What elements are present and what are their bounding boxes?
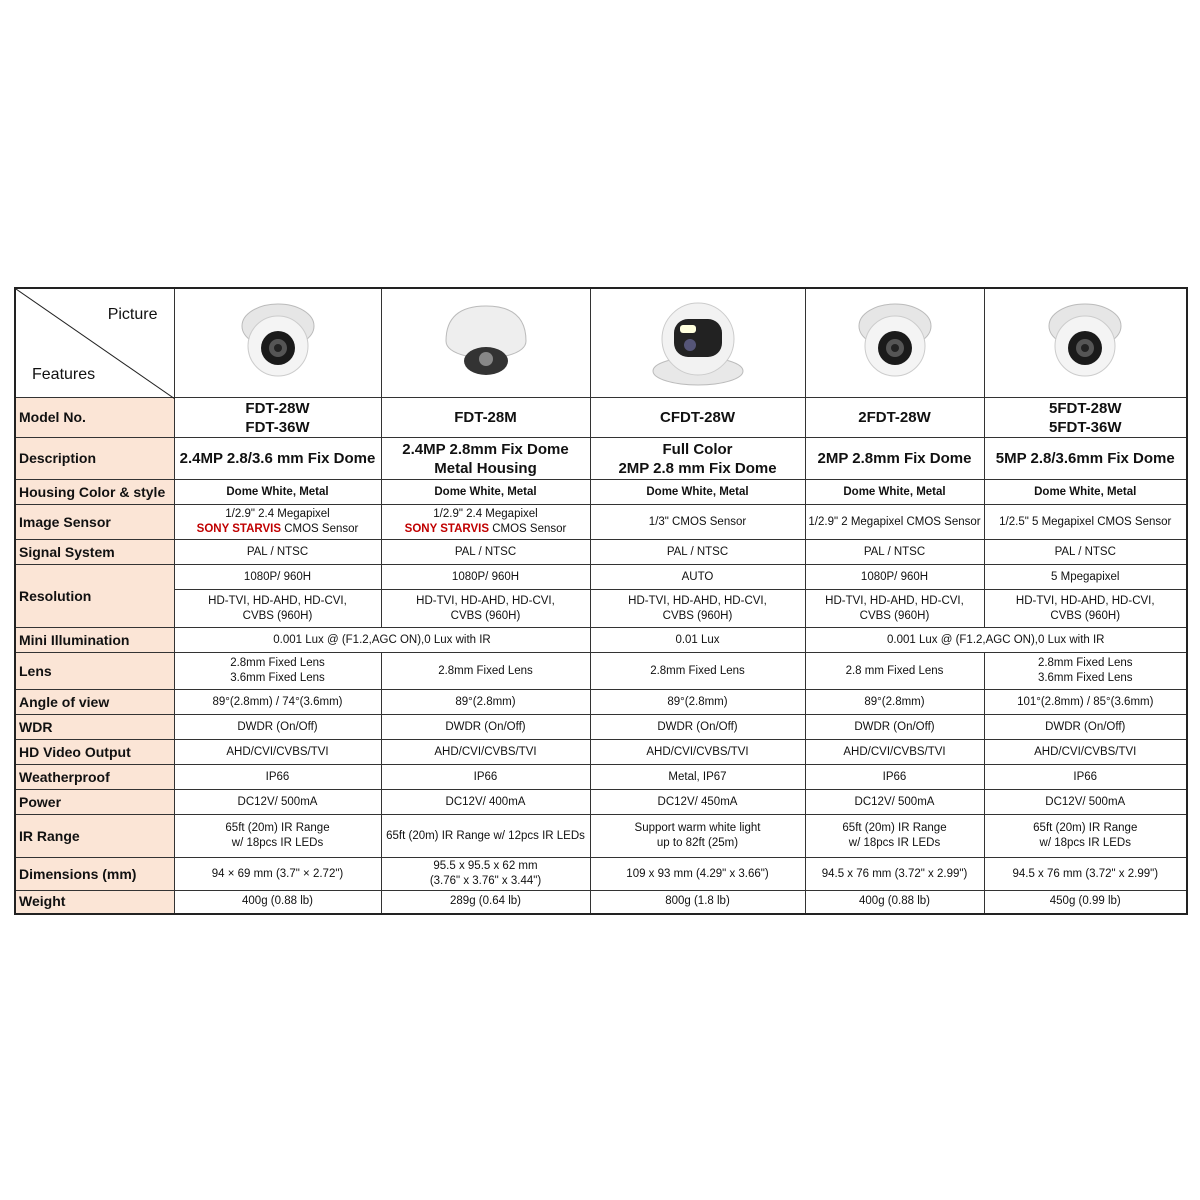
spec-cell: [590, 540, 805, 565]
table-row: [15, 628, 1187, 653]
table-row: [15, 438, 1187, 480]
spec-text: Dome White, Metal: [434, 485, 537, 498]
spec-cell: [984, 715, 1187, 740]
table-row: [15, 590, 1187, 628]
spec-text: 89°(2.8mm): [864, 695, 925, 708]
feature-label: Signal System: [15, 540, 174, 565]
spec-text: IP66: [882, 770, 907, 783]
camera-fdt-28m-image: [381, 288, 590, 398]
feature-label: Resolution: [15, 565, 174, 628]
spec-text: Dome White, Metal: [226, 485, 329, 498]
spec-cell: [805, 790, 984, 815]
spec-text: DWDR (On/Off): [657, 720, 738, 733]
table-row: [15, 480, 1187, 505]
feature-label: Model No.: [15, 398, 174, 438]
spec-text: 65ft (20m) IR Range w/ 18pcs IR LEDs: [842, 822, 947, 849]
spec-text: 94.5 x 76 mm (3.72" x 2.99"): [821, 867, 968, 880]
spec-cell: [590, 590, 805, 628]
dome-camera-icon: [233, 296, 323, 386]
spec-cell: [805, 398, 984, 438]
spec-text: PAL / NTSC: [246, 545, 309, 558]
feature-label: WDR: [15, 715, 174, 740]
spec-text: AHD/CVI/CVBS/TVI: [1034, 745, 1137, 758]
spec-cell: [381, 815, 590, 858]
feature-label: Mini Illumination: [15, 628, 174, 653]
spec-cell: [174, 438, 381, 480]
dome-camera-icon: [1040, 296, 1130, 386]
spec-text-suffix: CMOS Sensor: [489, 523, 567, 535]
spec-cell: [381, 438, 590, 480]
spec-cell: [590, 398, 805, 438]
table-row: [15, 690, 1187, 715]
spec-cell: [381, 690, 590, 715]
dome-camera-icon: [436, 296, 536, 386]
spec-cell: [984, 438, 1187, 480]
spec-text: 65ft (20m) IR Range w/ 12pcs IR LEDs: [386, 829, 585, 842]
spec-text: 5MP 2.8/3.6mm Fix Dome: [995, 450, 1175, 467]
feature-label: Power: [15, 790, 174, 815]
table-row: [15, 740, 1187, 765]
spec-text: 1/2.5" 5 Megapixel CMOS Sensor: [999, 515, 1172, 528]
spec-text-suffix: CMOS Sensor: [281, 523, 359, 535]
spec-text: IP66: [1073, 770, 1098, 783]
spec-text: Dome White, Metal: [1034, 485, 1137, 498]
spec-text: DWDR (On/Off): [237, 720, 318, 733]
spec-text: Dome White, Metal: [646, 485, 749, 498]
spec-cell: [174, 815, 381, 858]
spec-text: 400g (0.88 lb): [242, 895, 313, 908]
spec-cell: [984, 690, 1187, 715]
spec-text: AHD/CVI/CVBS/TVI: [646, 745, 749, 758]
spec-text: 1080P/ 960H: [860, 570, 929, 583]
spec-cell: [590, 765, 805, 790]
spec-text: 5 Mpegapixel: [1051, 570, 1120, 583]
spec-cell: [381, 790, 590, 815]
spec-cell: [590, 565, 805, 590]
spec-cell: [984, 505, 1187, 540]
spec-text: 800g (1.8 lb): [665, 895, 730, 908]
spec-text: 0.01 Lux: [675, 633, 720, 646]
spec-cell: [381, 398, 590, 438]
spec-cell: [381, 590, 590, 628]
spec-text: PAL / NTSC: [863, 545, 926, 558]
spec-cell: [805, 740, 984, 765]
spec-text: HD-TVI, HD-AHD, HD-CVI, CVBS (960H): [825, 594, 964, 622]
spec-text: PAL / NTSC: [1054, 545, 1116, 558]
spec-cell: [984, 653, 1187, 690]
spec-cell: [805, 590, 984, 628]
spec-cell: [805, 690, 984, 715]
spec-text: PAL / NTSC: [454, 545, 517, 558]
spec-cell: [381, 505, 590, 540]
dome-camera-icon: [850, 296, 940, 386]
spec-cell: [805, 505, 984, 540]
spec-text: 94 × 69 mm (3.7" × 2.72"): [211, 867, 344, 880]
spec-text: 0.001 Lux @ (F1.2,AGC ON),0 Lux with IR: [887, 633, 1105, 646]
table-row: [15, 565, 1187, 590]
spec-cell: [805, 715, 984, 740]
feature-label: Weight: [15, 891, 174, 914]
table-row: [15, 858, 1187, 891]
spec-text: 1/3" CMOS Sensor: [648, 515, 747, 528]
spec-cell: [984, 891, 1187, 914]
spec-text: 94.5 x 76 mm (3.72" x 2.99"): [1012, 867, 1159, 880]
spec-cell: [381, 653, 590, 690]
spec-text: 289g (0.64 lb): [450, 895, 521, 908]
spec-cell: [805, 438, 984, 480]
spec-cell: [984, 815, 1187, 858]
spec-text: Metal, IP67: [668, 770, 727, 783]
spec-cell: [381, 858, 590, 891]
camera-5fdt-28w-image: [984, 288, 1187, 398]
table-row: [15, 765, 1187, 790]
spec-cell: [174, 715, 381, 740]
dome-camera-icon: [648, 291, 748, 391]
spec-cell: [174, 858, 381, 891]
spec-text: 400g (0.88 lb): [859, 895, 930, 908]
spec-cell: [174, 628, 590, 653]
spec-text: 2.8mm Fixed Lens 3.6mm Fixed Lens: [1037, 657, 1133, 684]
table-row: [15, 715, 1187, 740]
camera-fdt-28w-image: [174, 288, 381, 398]
spec-text: 101°(2.8mm) / 85°(3.6mm): [1017, 695, 1154, 708]
sensor-brand-highlight: SONY STARVIS: [404, 523, 490, 535]
spec-cell: [984, 565, 1187, 590]
spec-text: DWDR (On/Off): [445, 720, 526, 733]
spec-cell: [805, 765, 984, 790]
spec-cell: [174, 480, 381, 505]
camera-cfdt-28w-image: [590, 288, 805, 398]
spec-text: HD-TVI, HD-AHD, HD-CVI, CVBS (960H): [208, 594, 347, 622]
spec-cell: [590, 740, 805, 765]
spec-cell: [381, 765, 590, 790]
spec-cell: [174, 565, 381, 590]
spec-cell: [174, 740, 381, 765]
table-row: [15, 540, 1187, 565]
spec-cell: [174, 540, 381, 565]
spec-text: 5FDT-28W 5FDT-36W: [1048, 399, 1122, 436]
spec-cell: [805, 891, 984, 914]
table-row: [15, 398, 1187, 438]
spec-cell: [805, 628, 1187, 653]
feature-label: Dimensions (mm): [15, 858, 174, 891]
spec-text: 89°(2.8mm) / 74°(3.6mm): [212, 695, 343, 708]
spec-text: 1080P/ 960H: [243, 570, 312, 583]
spec-cell: [805, 858, 984, 891]
spec-text: 1/2.9" 2.4 Megapixel: [433, 508, 538, 520]
sensor-brand-highlight: SONY STARVIS: [196, 523, 282, 535]
features-header: Features: [32, 366, 96, 383]
table-row: [15, 815, 1187, 858]
spec-cell: [590, 690, 805, 715]
spec-text: IP66: [473, 770, 498, 783]
spec-cell: [590, 790, 805, 815]
spec-text: 89°(2.8mm): [455, 695, 516, 708]
spec-cell: [381, 891, 590, 914]
spec-text: DC12V/ 400mA: [445, 795, 526, 808]
spec-text: DC12V/ 500mA: [854, 795, 935, 808]
spec-cell: [174, 505, 381, 540]
spec-cell: [984, 480, 1187, 505]
spec-cell: [174, 590, 381, 628]
spec-text: Full Color 2MP 2.8 mm Fix Dome: [618, 440, 777, 477]
feature-label: Lens: [15, 653, 174, 690]
spec-cell: [174, 690, 381, 715]
spec-text: 2FDT-28W: [858, 409, 931, 426]
spec-text: IP66: [265, 770, 290, 783]
feature-label: Description: [15, 438, 174, 480]
spec-cell: [805, 653, 984, 690]
feature-label: Housing Color & style: [15, 480, 174, 505]
spec-cell: [590, 891, 805, 914]
feature-label: HD Video Output: [15, 740, 174, 765]
spec-text: AHD/CVI/CVBS/TVI: [434, 745, 537, 758]
spec-text: 2.8mm Fixed Lens: [650, 664, 745, 677]
spec-text: 450g (0.99 lb): [1049, 895, 1121, 908]
spec-cell: [984, 398, 1187, 438]
header-corner-cell: [15, 288, 174, 398]
table-row: [15, 653, 1187, 690]
feature-label: Angle of view: [15, 690, 174, 715]
spec-cell: [174, 653, 381, 690]
spec-text: 2.8mm Fixed Lens: [438, 664, 533, 677]
spec-text: CFDT-28W: [660, 409, 735, 426]
picture-header: Picture: [107, 306, 158, 323]
spec-cell: [174, 398, 381, 438]
spec-text: AUTO: [681, 570, 714, 583]
spec-text: 0.001 Lux @ (F1.2,AGC ON),0 Lux with IR: [273, 633, 491, 646]
picture-row: [15, 288, 1187, 398]
spec-cell: [174, 891, 381, 914]
spec-text: 1/2.9" 2 Megapixel CMOS Sensor: [808, 515, 981, 528]
spec-text: 2MP 2.8mm Fix Dome: [817, 450, 972, 467]
spec-text: FDT-28M: [454, 409, 517, 426]
spec-cell: [805, 565, 984, 590]
spec-text: AHD/CVI/CVBS/TVI: [843, 745, 946, 758]
spec-text: HD-TVI, HD-AHD, HD-CVI, CVBS (960H): [1015, 594, 1155, 622]
spec-text: 95.5 x 95.5 x 62 mm (3.76" x 3.76" x 3.44"): [429, 860, 542, 887]
spec-text: 2.4MP 2.8mm Fix Dome Metal Housing: [402, 440, 569, 477]
spec-cell: [590, 858, 805, 891]
spec-cell: [381, 740, 590, 765]
spec-cell: [381, 540, 590, 565]
table-row: [15, 790, 1187, 815]
spec-comparison-table: [14, 287, 1188, 915]
spec-text: 1080P/ 960H: [451, 570, 520, 583]
spec-text: 2.8 mm Fixed Lens: [845, 664, 944, 677]
spec-cell: [174, 790, 381, 815]
feature-label: Image Sensor: [15, 505, 174, 540]
spec-text: DWDR (On/Off): [1045, 720, 1126, 733]
spec-cell: [805, 540, 984, 565]
spec-text: PAL / NTSC: [666, 545, 729, 558]
spec-text: DC12V/ 500mA: [237, 795, 318, 808]
camera-2fdt-28w-image: [805, 288, 984, 398]
spec-text: 2.8mm Fixed Lens 3.6mm Fixed Lens: [230, 657, 325, 684]
spec-cell: [984, 740, 1187, 765]
spec-cell: [590, 438, 805, 480]
spec-text: DC12V/ 450mA: [657, 795, 738, 808]
spec-cell: [381, 480, 590, 505]
spec-text: DC12V/ 500mA: [1045, 795, 1126, 808]
spec-cell: [984, 858, 1187, 891]
spec-text: 109 x 93 mm (4.29" x 3.66"): [626, 867, 769, 880]
spec-cell: [984, 540, 1187, 565]
spec-text: 2.4MP 2.8/3.6 mm Fix Dome: [179, 450, 376, 467]
spec-text: Dome White, Metal: [843, 485, 946, 498]
spec-cell: [590, 715, 805, 740]
spec-cell: [174, 765, 381, 790]
spec-cell: [984, 790, 1187, 815]
table-row: [15, 505, 1187, 540]
spec-cell: [590, 815, 805, 858]
feature-label: Weatherproof: [15, 765, 174, 790]
spec-text: AHD/CVI/CVBS/TVI: [226, 745, 329, 758]
spec-text: HD-TVI, HD-AHD, HD-CVI, CVBS (960H): [628, 594, 767, 622]
spec-cell: [805, 480, 984, 505]
spec-cell: [590, 653, 805, 690]
spec-cell: [381, 715, 590, 740]
spec-text: 1/2.9" 2.4 Megapixel: [225, 508, 330, 520]
spec-cell: [984, 590, 1187, 628]
spec-cell: [590, 480, 805, 505]
spec-cell: [381, 565, 590, 590]
spec-text: 65ft (20m) IR Range w/ 18pcs IR LEDs: [1033, 822, 1138, 849]
spec-text: 89°(2.8mm): [667, 695, 728, 708]
spec-text: FDT-28W FDT-36W: [245, 399, 310, 436]
spec-cell: [805, 815, 984, 858]
spec-cell: [590, 628, 805, 653]
spec-cell: [590, 505, 805, 540]
table-row: [15, 891, 1187, 914]
feature-label: IR Range: [15, 815, 174, 858]
spec-text: HD-TVI, HD-AHD, HD-CVI, CVBS (960H): [416, 594, 555, 622]
spec-cell: [984, 765, 1187, 790]
spec-text: DWDR (On/Off): [854, 720, 935, 733]
spec-text: Support warm white light up to 82ft (25m): [634, 822, 761, 849]
spec-text: 65ft (20m) IR Range w/ 18pcs IR LEDs: [225, 822, 330, 849]
